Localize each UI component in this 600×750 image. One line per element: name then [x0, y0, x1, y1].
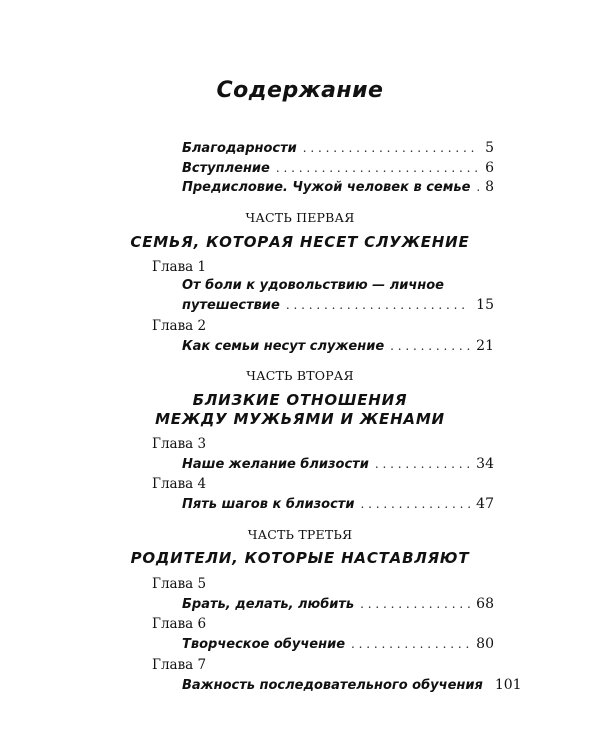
chapter-label: Глава 4 — [152, 476, 207, 492]
toc-entry — [182, 179, 494, 195]
part-heading: МЕЖДУ МУЖЬЯМИ И ЖЕНАМИ — [155, 410, 445, 428]
part-heading: БЛИЗКИЕ ОТНОШЕНИЯ — [192, 391, 408, 409]
toc-entry — [182, 677, 522, 693]
toc-entry — [182, 297, 494, 313]
entry-page: 8 — [485, 179, 494, 195]
entry-page: 5 — [485, 140, 494, 156]
leader-dots — [286, 298, 470, 312]
toc-entry — [182, 338, 494, 354]
entry-page: 34 — [476, 456, 494, 472]
entry-page: 47 — [476, 496, 494, 512]
toc-entry — [182, 596, 494, 612]
entry-title: Творческое обучение — [182, 637, 346, 652]
chapter-label: Глава 3 — [152, 436, 207, 452]
entry-page: 68 — [476, 596, 494, 612]
toc-entry — [182, 160, 494, 176]
leader-dots — [360, 597, 470, 611]
leader-dots — [276, 161, 479, 175]
leader-dots — [390, 339, 470, 353]
chapter-label: Глава 6 — [152, 616, 207, 632]
chapter-label: Глава 7 — [152, 657, 207, 673]
toc-entry — [182, 636, 494, 652]
chapter-label: Глава 5 — [152, 576, 207, 592]
entry-title: Брать, делать, любить — [182, 597, 355, 612]
part-heading: РОДИТЕЛИ, КОТОРЫЕ НАСТАВЛЯЮТ — [130, 549, 470, 567]
entry-page: 6 — [485, 160, 494, 176]
leader-dots — [360, 497, 470, 511]
part-label: ЧАСТЬ ПЕРВАЯ — [245, 210, 355, 225]
page-title: Содержание — [216, 78, 384, 103]
entry-title: Благодарности — [182, 141, 297, 156]
chapter-label: Глава 1 — [152, 259, 207, 275]
entry-title: Наше желание близости — [182, 457, 369, 472]
entry-title: Важность последовательного обучения — [182, 678, 483, 693]
part-heading: СЕМЬЯ, КОТОРАЯ НЕСЕТ СЛУЖЕНИЕ — [130, 233, 470, 251]
entry-title: Как семьи несут служение — [182, 339, 385, 354]
entry-page: 15 — [476, 297, 494, 313]
entry-page: 21 — [476, 338, 494, 354]
toc-entry — [182, 140, 494, 156]
toc-entry — [182, 456, 494, 472]
leader-dots — [375, 457, 470, 471]
entry-title: Пять шагов к близости — [182, 497, 355, 512]
entry-page: 80 — [476, 636, 494, 652]
entry-title: Вступление — [182, 161, 270, 176]
chapter-label: Глава 2 — [152, 318, 207, 334]
entry-page: 101 — [494, 677, 522, 693]
entry-title: Предисловие. Чужой человек в семье — [182, 180, 471, 195]
entry-title: путешествие — [182, 298, 280, 313]
part-label: ЧАСТЬ ТРЕТЬЯ — [247, 527, 353, 542]
leader-dots — [351, 637, 470, 651]
entry-title: От боли к удовольствию — личное — [182, 278, 444, 293]
leader-dots — [476, 180, 479, 194]
leader-dots — [303, 141, 479, 155]
toc-entry — [182, 496, 494, 512]
part-label: ЧАСТЬ ВТОРАЯ — [246, 368, 354, 383]
